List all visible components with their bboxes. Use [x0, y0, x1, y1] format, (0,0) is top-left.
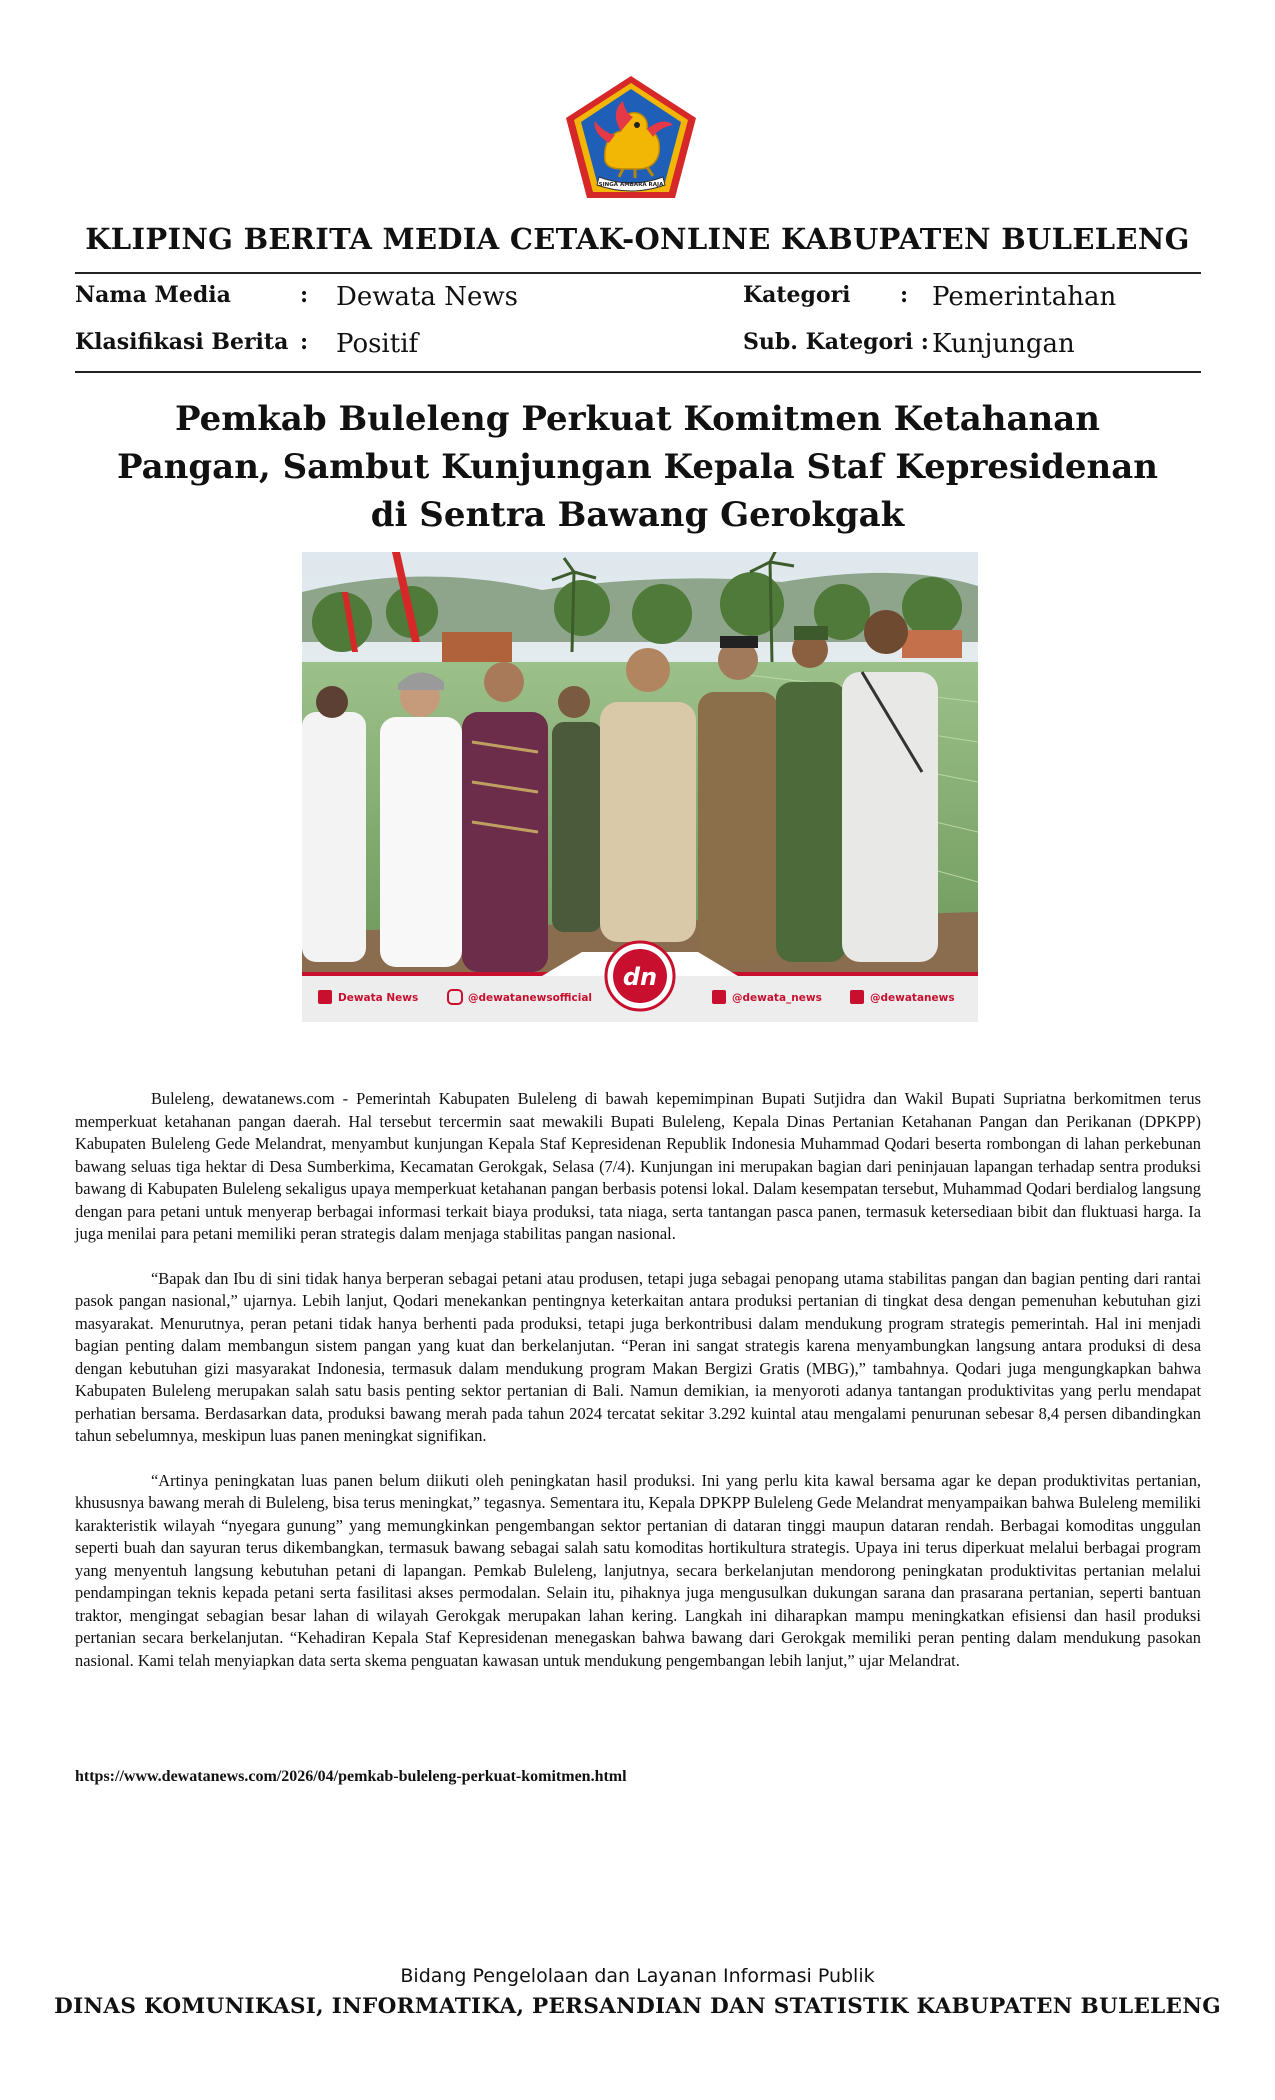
footer-agency-name: DINAS KOMUNIKASI, INFORMATIKA, PERSANDIAN DAN STATISTIK KABUPATEN BULELENG: [54, 1994, 1221, 2019]
subcategory-label: Sub. Kategori :: [743, 329, 929, 355]
category-value: Pemerintahan: [932, 282, 1117, 312]
article-paragraph-1: Buleleng, dewatanews.com - Pemerintah Kabupaten Buleleng di bawah kepemimpinan Bupati Sutjidra dan Wakil Bupati Supriatna berkomitmen terus memperkuat ketahanan pangan daerah. Hal tersebut tercermin saat mewakili Bupati Buleleng, Kepala Dinas Pertanian Ketahanan Pangan dan Perikanan (DPKPP) Kabupaten Buleleng Gede Melandrat, menyambut kunjungan Kepala Staf Kepresidenan Republik Indonesia Muhammad Qodari beserta rombongan di lahan perkebunan bawang seluas tiga hektar di Desa Sumberkima, Kecamatan Gerokgak, Selasa (7/4). Kunjungan ini merupakan bagian dari peninjauan lapangan terhadap sentra produksi bawang di Kabupaten Buleleng sekaligus upaya memperkuat ketahanan pangan berbasis potensi lokal. Dalam kesempatan tersebut, Muhammad Qodari berdialog langsung dengan para petani untuk menyerap berbagai informasi terkait biaya produksi, tata niaga, serta tantangan pasca panen, termasuk ketersediaan bibit dan fluktuasi harga. Ia juga menilai para petani memiliki peran strategis dalam menjaga stabilitas pangan nasional.: [75, 1089, 1201, 1243]
media-name-label: Nama Media: [75, 282, 231, 308]
photo-social-twitter: @dewata_news: [732, 992, 822, 1004]
news-photo: [302, 552, 978, 1022]
logo-motto: SINGA AMBARA RAJA: [598, 182, 664, 188]
document-title: KLIPING BERITA MEDIA CETAK-ONLINE KABUPATEN BULELENG: [85, 222, 1190, 256]
classification-value: Positif: [336, 329, 419, 359]
regency-emblem-logo: [563, 73, 699, 201]
article-paragraph-3: “Artinya peningkatan luas panen belum diikuti oleh peningkatan hasil produksi. Ini yang perlu kita kawal bersama agar ke depan produktivitas pertanian, khususnya bawang merah di Buleleng, bisa terus meningkat,” tegasnya. Sementara itu, Kepala DPKPP Buleleng Gede Melandrat menyampaikan bahwa Buleleng memiliki karakteristik wilayah “nyegara gunung” yang memungkinkan pengembangan sektor pertanian di dataran tinggi maupun dataran rendah. Berbagai komoditas unggulan seperti buah dan sayuran terus dikembangkan, termasuk bawang sebagai salah satu komoditas hortikultura strategis. Upaya ini terus diperkuat melalui berbagai program yang menyentuh langsung kebutuhan petani di lapangan. Pemkab Buleleng, lanjutnya, secara berkelanjutan mendorong peningkatan produktivitas pertanian melalui pendampingan teknis kepada petani serta fasilitasi akses permodalan. Selain itu, pihaknya juga mengusulkan dukungan sarana dan prasarana pertanian, seperti bantuan traktor, mengingat sebagian besar lahan di wilayah Gerokgak merupakan lahan kering. Langkah ini diharapkan mampu meningkatkan efisiensi dan hasil produksi pertanian secara berkelanjutan. “Kehadiran Kepala Staf Kepresidenan menegaskan bahwa bawang dari Gerokgak memiliki peran penting dalam mendukung pasokan nasional. Kami telah menyiapkan data serta skema penguatan kawasan untuk mendukung pengembangan lebih lanjut,” ujar Melandrat.: [75, 1470, 1201, 1670]
classification-colon: :: [300, 329, 309, 355]
footer-unit-name: Bidang Pengelolaan dan Layanan Informasi Publik: [400, 1965, 875, 1987]
header-rule-top: [75, 272, 1201, 274]
source-url-link[interactable]: https://www.dewatanews.com/2026/04/pemkab-buleleng-perkuat-komitmen.html: [75, 1768, 627, 1785]
category-label: Kategori: [743, 282, 851, 308]
subcategory-value: Kunjungan: [932, 329, 1075, 359]
classification-label: Klasifikasi Berita: [75, 329, 289, 355]
media-name-colon: :: [300, 282, 309, 308]
photo-social-tiktok: @dewatanews: [870, 992, 955, 1004]
article-headline: Pemkab Buleleng Perkuat Komitmen Ketahanan Pangan, Sambut Kunjungan Kepala Staf Kepresidenan di Sentra Bawang Gerokgak: [116, 399, 1158, 535]
photo-watermark-dn: dn: [622, 963, 658, 991]
photo-social-facebook: Dewata News: [338, 992, 419, 1004]
photo-social-instagram: @dewatanewsofficial: [468, 992, 593, 1004]
article-body: [75, 1088, 1201, 1694]
media-name-value: Dewata News: [336, 282, 518, 312]
category-colon: :: [900, 282, 909, 308]
article-paragraph-2: “Bapak dan Ibu di sini tidak hanya berperan sebagai petani atau produsen, tetapi juga sebagai penopang utama stabilitas pangan dan bagian penting dari rantai pasok pangan nasional,” ujarnya. Lebih lanjut, Qodari menekankan pentingnya keterkaitan antara produksi pertanian di tingkat desa dengan pemenuhan kebutuhan gizi masyarakat. Menurutnya, peran petani tidak hanya berhenti pada produksi, tetapi juga berkontribusi dalam mendukung program strategis pemerintah. Hal ini menjadi bagian penting dalam membangun sistem pangan yang kuat dan berkelanjutan. “Peran ini sangat strategis karena menyambungkan langsung antara produksi di desa dengan kebutuhan gizi masyarakat Indonesia, termasuk dalam mendukung program Makan Bergizi Gratis (MBG),” tambahnya. Qodari juga mengungkapkan bahwa Kabupaten Buleleng merupakan salah satu basis penting sektor pertanian di Bali. Namun demikian, ia menyoroti adanya tantangan produktivitas yang perlu mendapat perhatian bersama. Berdasarkan data, produksi bawang merah pada tahun 2024 tercatat sekitar 3.292 kuintal atau mengalami penurunan sebesar 8,4 persen dibandingkan tahun sebelumnya, meskipun luas panen meningkat signifikan.: [75, 1268, 1201, 1445]
header-rule-bottom: [75, 371, 1201, 373]
